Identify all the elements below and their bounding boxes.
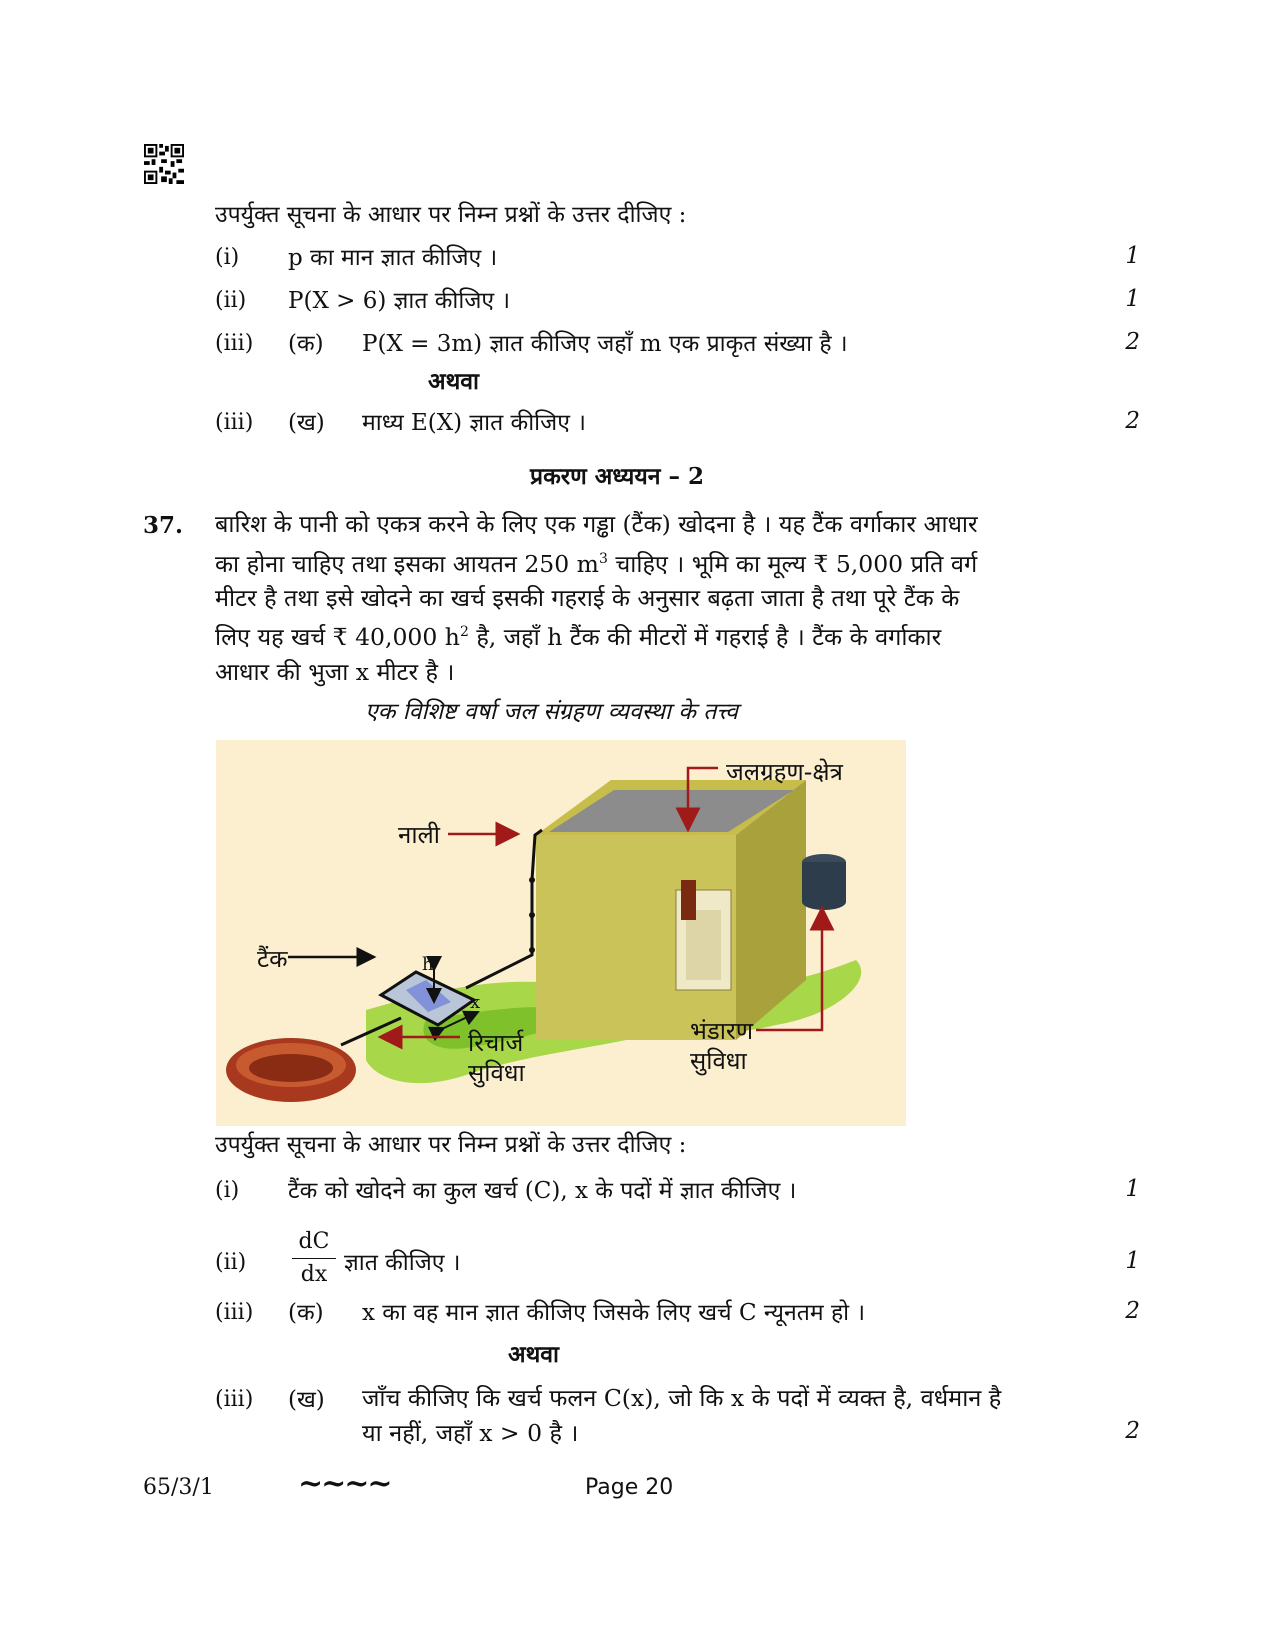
rainwater-harvesting-figure bbox=[216, 740, 906, 1126]
paper-code: 65/3/1 bbox=[143, 1475, 214, 1500]
instruction-text: उपर्युक्त सूचना के आधार पर निम्न प्रश्नों के उत्तर दीजिए : bbox=[215, 202, 687, 228]
or-label: अथवा bbox=[428, 368, 480, 395]
tank-label: टैंक bbox=[257, 945, 288, 973]
paragraph-line: लिए यह खर्च ₹ 40,000 $h^2$ है, जहाँ h टैंक की मीटरों में गहराई है । टैंक के वर्गाकार bbox=[215, 623, 942, 652]
derivative-fraction: dC dx bbox=[292, 1228, 336, 1289]
marks: 2 bbox=[1125, 408, 1140, 434]
section-heading: प्रकरण अध्ययन – 2 bbox=[530, 463, 704, 490]
question-text: x का वह मान ज्ञात कीजिए जिसके लिए खर्च C न्यूनतम हो । bbox=[362, 1300, 866, 1326]
instruction-text: उपर्युक्त सूचना के आधार पर निम्न प्रश्नों के उत्तर दीजिए : bbox=[215, 1132, 687, 1158]
case-study-paragraph bbox=[215, 507, 1065, 689]
marks: 1 bbox=[1125, 243, 1140, 269]
paragraph-line: मीटर है तथा इसे खोदने का खर्च इसकी गहराई के अनुसार बढ़ता जाता है तथा पूरे टैंक के bbox=[215, 583, 960, 612]
question-number: (iii) bbox=[215, 1300, 254, 1325]
question-number: (i) bbox=[215, 245, 240, 270]
marks: 1 bbox=[1125, 1248, 1140, 1274]
question-text: टैंक को खोदने का कुल खर्च (C), x के पदों में ज्ञात कीजिए । bbox=[288, 1178, 797, 1204]
question-number: (ii) bbox=[215, 1250, 247, 1275]
question-number: (ii) bbox=[215, 288, 247, 313]
question-text: जाँच कीजिए कि खर्च फलन C(x), जो कि x के पदों में व्यक्त है, वर्धमान है या नहीं, जहाँ x > 0 है । bbox=[362, 1384, 1002, 1447]
marks: 2 bbox=[1125, 1418, 1140, 1444]
page-number: Page 20 bbox=[585, 1475, 674, 1500]
wave-decoration: ~~~~ bbox=[298, 1466, 391, 1501]
or-label: अथवा bbox=[508, 1341, 560, 1368]
question-number: (i) bbox=[215, 1178, 240, 1203]
marks: 1 bbox=[1125, 1176, 1140, 1202]
storage-label: भंडारण सुविधा bbox=[690, 1017, 754, 1075]
question-text: ज्ञात कीजिए । bbox=[344, 1250, 461, 1276]
drain-label: नाली bbox=[398, 821, 441, 849]
option-label: (ख) bbox=[288, 410, 325, 436]
qr-code-icon bbox=[143, 144, 185, 184]
paragraph-line: बारिश के पानी को एकत्र करने के लिए एक गड्ढा (टैंक) खोदना है । यह टैंक वर्गाकार आधार bbox=[215, 510, 978, 538]
side-label: x bbox=[470, 992, 481, 1013]
option-label: (क) bbox=[288, 331, 324, 357]
question-text: P(X > 6) ज्ञात कीजिए । bbox=[288, 288, 511, 314]
question-text: माध्य E(X) ज्ञात कीजिए । bbox=[362, 410, 586, 436]
question-text: p का मान ज्ञात कीजिए । bbox=[288, 245, 498, 271]
option-label: (ख) bbox=[288, 1387, 325, 1413]
question-text: P(X = 3m) ज्ञात कीजिए जहाँ m एक प्राकृत संख्या है । bbox=[362, 331, 848, 357]
question-number: 37. bbox=[143, 512, 184, 539]
figure-caption: एक विशिष्ट वर्षा जल संग्रहण व्यवस्था के तत्त्व bbox=[365, 699, 738, 725]
catchment-label: जलग्रहण-क्षेत्र bbox=[726, 758, 843, 786]
depth-label: h bbox=[422, 954, 434, 975]
marks: 2 bbox=[1125, 1298, 1140, 1324]
question-number: (iii) bbox=[215, 410, 254, 435]
paragraph-line: का होना चाहिए तथा इसका आयतन 250 $m^3$ चाहिए । भूमि का मूल्य ₹ 5,000 प्रति वर्ग bbox=[215, 549, 978, 578]
question-number: (iii) bbox=[215, 1387, 254, 1412]
question-number: (iii) bbox=[215, 331, 254, 356]
marks: 2 bbox=[1125, 329, 1140, 355]
paragraph-line: आधार की भुजा x मीटर है । bbox=[215, 657, 455, 686]
recharge-label: रिचार्ज सुविधा bbox=[468, 1029, 525, 1087]
option-label: (क) bbox=[288, 1300, 324, 1326]
marks: 1 bbox=[1125, 286, 1140, 312]
